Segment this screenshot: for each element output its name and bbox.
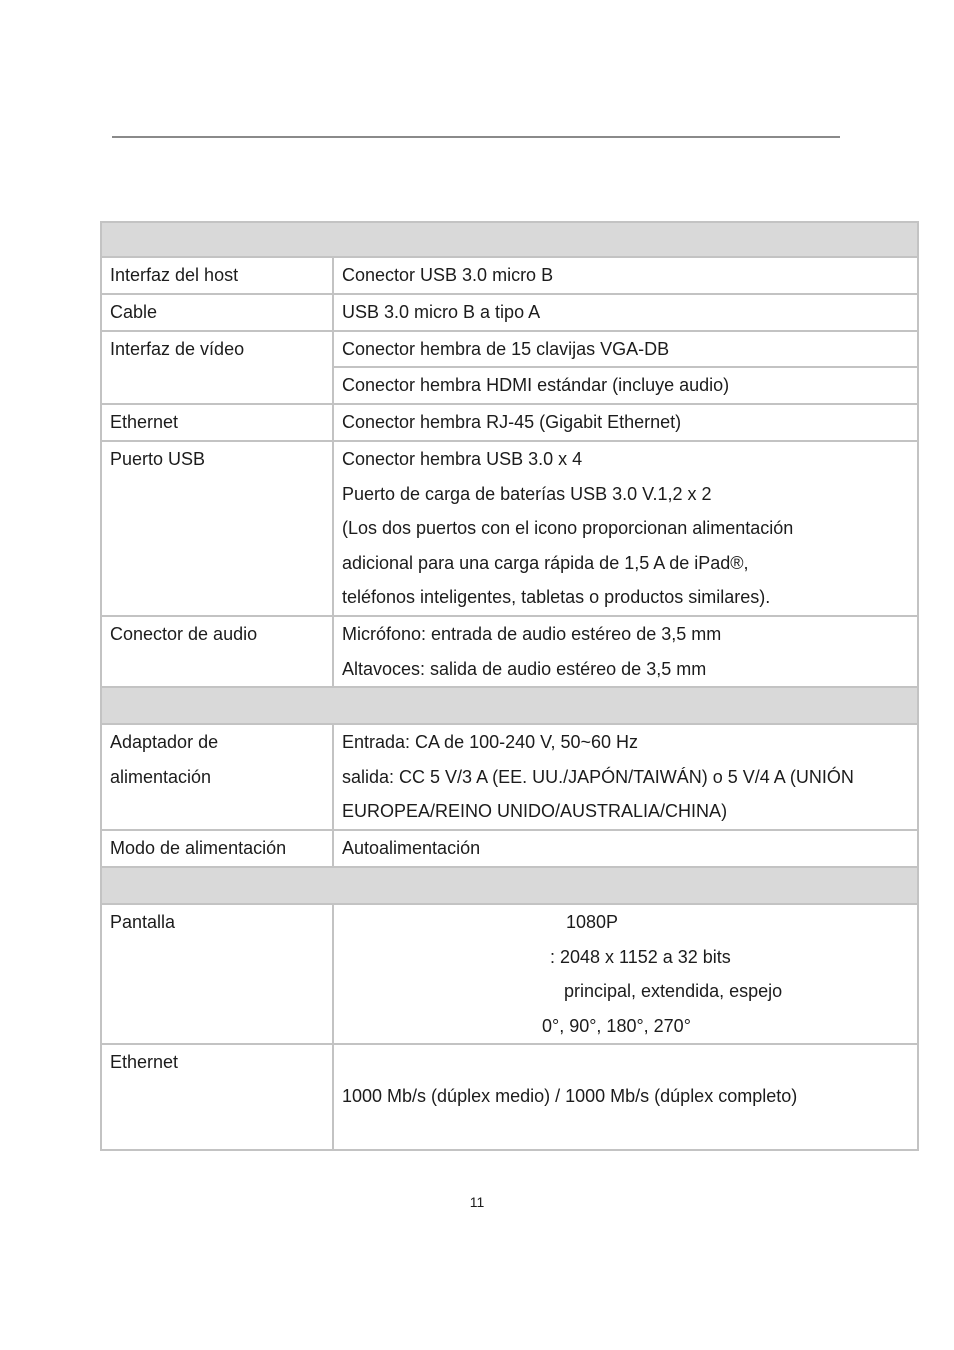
- spec-row-display: [100, 905, 919, 1045]
- spec-row-video-interface: [100, 332, 919, 405]
- label-line: alimentación: [110, 766, 212, 787]
- row-value: Autoalimentación: [342, 838, 481, 858]
- row-value: [334, 617, 917, 686]
- row-label: Interfaz del host: [102, 258, 334, 293]
- row-label: Ethernet: [102, 1045, 334, 1149]
- spec-row-ethernet-speed: [100, 1045, 919, 1151]
- value-line: salida: CC 5 V/3 A (EE. UU./JAPÓN/TAIWÁN) o 5 V/4 A (UNIÓN: [342, 766, 854, 787]
- row-value: [334, 725, 917, 829]
- page-number: 11: [469, 1194, 485, 1210]
- section-header-performance: [100, 868, 919, 905]
- row-value: [334, 442, 917, 615]
- value-line: Micrófono: entrada de audio estéreo de 3,5 mm: [342, 624, 722, 644]
- spec-row-power-adapter: [100, 725, 919, 831]
- row-label: Pantalla: [102, 905, 334, 1043]
- row-label: [102, 725, 334, 829]
- row-label: Cable: [102, 295, 334, 330]
- value-line: (Los dos puertos con el icono proporcionan alimentación: [342, 518, 794, 538]
- row-value: [334, 332, 917, 403]
- value-line: principal, extendida, espejo: [564, 981, 783, 1001]
- row-label: Modo de alimentación: [102, 831, 334, 866]
- row-value: 1000 Mb/s (dúplex medio) / 1000 Mb/s (dúplex completo): [342, 1086, 798, 1106]
- label-line: Adaptador de: [110, 732, 219, 752]
- spec-row-cable: [100, 295, 919, 332]
- value-line: Entrada: CA de 100-240 V, 50~60 Hz: [342, 732, 639, 752]
- header-rule: [112, 136, 840, 138]
- value-line: 1080P: [566, 912, 619, 932]
- value-line: : 2048 x 1152 a 32 bits: [550, 946, 731, 967]
- value-line: Conector hembra USB 3.0 x 4: [342, 449, 583, 469]
- spec-row-ethernet-port: [100, 405, 919, 442]
- spec-row-usb-port: [100, 442, 919, 617]
- spec-row-power-mode: [100, 831, 919, 868]
- row-label: Puerto USB: [102, 442, 334, 615]
- section-header-power: [100, 688, 919, 725]
- value-line: adicional para una carga rápida de 1,5 A de iPad®,: [342, 552, 749, 573]
- value-line: Conector hembra HDMI estándar (incluye audio): [334, 366, 917, 403]
- row-value: [334, 905, 917, 1043]
- row-label: Ethernet: [102, 405, 334, 440]
- spec-row-audio-connector: [100, 617, 919, 688]
- spec-row-host-interface: [100, 258, 919, 295]
- value-line: Altavoces: salida de audio estéreo de 3,5 mm: [342, 658, 707, 679]
- value-line: teléfonos inteligentes, tabletas o productos similares).: [342, 587, 771, 607]
- row-value: Conector USB 3.0 micro B: [342, 265, 554, 285]
- row-value: Conector hembra RJ-45 (Gigabit Ethernet): [342, 412, 682, 432]
- row-label: Interfaz de vídeo: [102, 332, 334, 403]
- value-line: Puerto de carga de baterías USB 3.0 V.1,2 x 2: [342, 483, 712, 504]
- spec-table: [100, 221, 919, 1151]
- row-label: Conector de audio: [102, 617, 334, 686]
- section-header-connectors: [100, 221, 919, 258]
- row-value: USB 3.0 micro B a tipo A: [342, 302, 541, 322]
- value-line: 0°, 90°, 180°, 270°: [542, 1015, 691, 1036]
- value-line: EUROPEA/REINO UNIDO/AUSTRALIA/CHINA): [342, 801, 728, 821]
- value-line: Conector hembra de 15 clavijas VGA-DB: [342, 339, 670, 359]
